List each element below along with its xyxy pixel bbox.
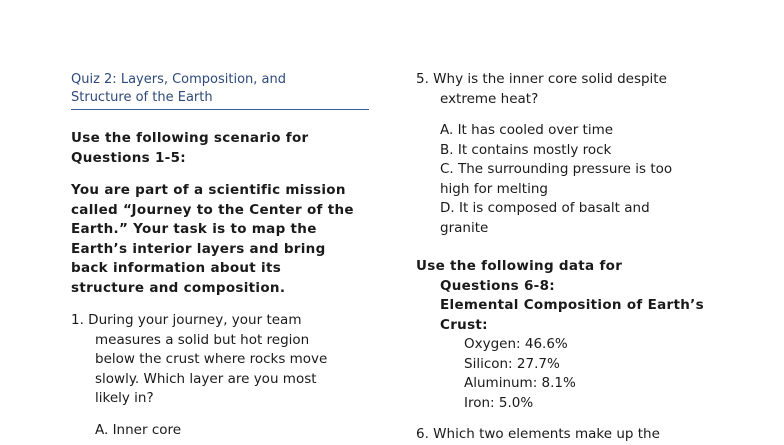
data-intro-line-1: Use the following data for <box>416 258 623 274</box>
composition-heading-line-2: Crust: <box>440 316 488 333</box>
composition-heading-line-1: Elemental Composition of Earth’s <box>440 297 704 313</box>
scenario-body <box>71 181 381 298</box>
quiz-title-line-1: Quiz 2: Layers, Composition, and <box>71 72 287 87</box>
data-intro-line-2: Questions 6-8: <box>440 277 555 294</box>
question-5-option-b[interactable]: B. It contains mostly rock <box>440 141 612 158</box>
scenario-body-line-2: called “Journey to the Center of the <box>71 201 354 218</box>
scenario-body-line-5: back information about its <box>71 260 282 276</box>
question-5-option-c-line-2: high for melting <box>440 180 548 197</box>
question-5-option-d-line-2: granite <box>440 219 489 236</box>
question-1 <box>71 311 371 409</box>
scenario-intro-line-2: Questions 1-5: <box>71 149 186 166</box>
question-1-line-1: 1. During your journey, your team <box>71 312 302 328</box>
element-iron: Iron: 5.0% <box>464 394 534 411</box>
question-5-line-1: 5. Why is the inner core solid despite <box>416 71 667 87</box>
question-5-option-c-line-1: C. The surrounding pressure is too <box>440 161 673 177</box>
question-1-line-3: below the crust where rocks move <box>95 351 328 367</box>
scenario-body-line-4: Earth’s interior layers and bring <box>71 240 326 257</box>
element-list <box>416 335 756 413</box>
question-5-options <box>416 121 756 238</box>
scenario-intro <box>71 129 371 168</box>
question-1-option-a[interactable]: A. Inner core <box>95 422 182 438</box>
element-oxygen: Oxygen: 46.6% <box>464 336 568 352</box>
question-5-option-d[interactable] <box>416 199 756 238</box>
question-6-line-1: 6. Which two elements make up the <box>416 426 660 442</box>
question-1-line-4: slowly. Which layer are you most <box>95 370 317 387</box>
question-1-line-2: measures a solid but hot region <box>95 331 310 348</box>
scenario-body-line-1: You are part of a scientific mission <box>71 182 346 198</box>
question-1-line-5: likely in? <box>95 390 154 406</box>
element-silicon: Silicon: 27.7% <box>464 355 560 372</box>
question-5-line-2: extreme heat? <box>440 90 539 107</box>
question-6 <box>416 425 756 445</box>
question-5 <box>416 70 756 109</box>
data-section <box>416 257 756 335</box>
element-aluminum: Aluminum: 8.1% <box>464 375 576 391</box>
scenario-body-line-6: structure and composition. <box>71 279 286 296</box>
question-5-option-a[interactable]: A. It has cooled over time <box>440 122 614 138</box>
question-5-option-c[interactable] <box>416 160 756 199</box>
title-divider <box>71 109 369 110</box>
quiz-title <box>71 71 369 106</box>
question-5-option-d-line-1: D. It is composed of basalt and <box>440 200 650 216</box>
scenario-body-line-3: Earth.” Your task is to map the <box>71 221 317 237</box>
quiz-title-line-2: Structure of the Earth <box>71 89 213 105</box>
scenario-intro-line-1: Use the following scenario for <box>71 130 309 146</box>
